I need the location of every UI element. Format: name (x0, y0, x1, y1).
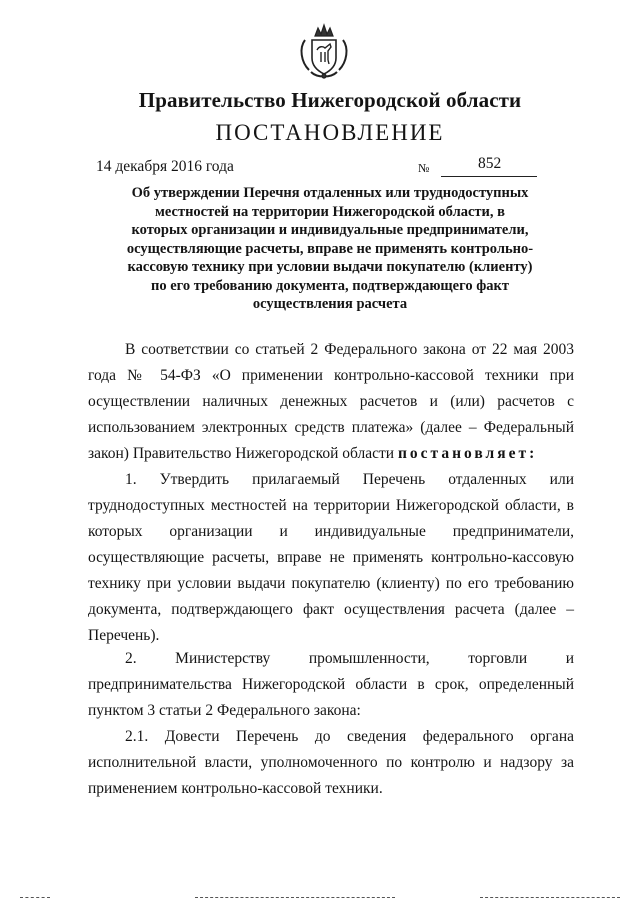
paragraph-line: пунктом 3 статьи 2 Федерального закона: (88, 702, 361, 719)
document-subject (100, 184, 560, 314)
coat-of-arms-icon (297, 22, 351, 80)
scan-mark (480, 897, 620, 899)
subject-line: по его требованию документа, подтверждающего факт (151, 277, 509, 294)
item-1-paragraph (88, 467, 574, 649)
document-date: 14 декабря 2016 года (96, 158, 234, 175)
paragraph-line: 2.1. Довести Перечень до сведения федерального органа (125, 728, 574, 745)
subject-line: осуществления расчета (252, 296, 408, 312)
paragraph-line: технику при условии выдачи покупателю (клиенту) по его требованию (88, 575, 574, 592)
item-2-paragraph (88, 646, 574, 724)
paragraph-line: года № 54-ФЗ «О применении контрольно-кассовой техники при (88, 367, 574, 384)
subject-line: кассовую технику при условии выдачи покупателю (клиенту) (127, 259, 533, 275)
paragraph-line: осуществлении наличных денежных расчетов и (или) расчетов с (88, 393, 574, 410)
subject-line: осуществляющие расчеты, вправе не применять контрольно- (126, 240, 534, 257)
item-2-1-paragraph (88, 724, 574, 802)
paragraph-line: Перечень). (88, 627, 160, 644)
document-number: 852 (478, 155, 502, 172)
number-sign: № (418, 161, 430, 175)
paragraph-line: использованием электронных средств платежа» (далее – Федеральный (88, 419, 574, 436)
paragraph-line: 1. Утвердить прилагаемый Перечень отдаленных или (125, 471, 574, 488)
preamble-paragraph (88, 337, 574, 467)
paragraph-line (88, 441, 574, 467)
paragraph-line: документа, подтверждающего факт осуществления расчета (далее – (88, 601, 574, 618)
paragraph-line: исполнительной власти, уполномоченного по контролю и надзору за (88, 754, 574, 771)
number-underline (441, 176, 537, 177)
scan-mark (195, 897, 395, 899)
scan-mark (20, 897, 50, 899)
subject-line: которых организации и индивидуальные предприниматели, (131, 222, 529, 238)
document-type: ПОСТАНОВЛЕНИЕ (215, 120, 445, 145)
paragraph-line: которых организации и индивидуальные предприниматели, (88, 523, 574, 540)
government-title: Правительство Нижегородской области (138, 88, 522, 112)
paragraph-line: применением контрольно-кассовой техники. (88, 780, 383, 797)
subject-line: местностей на территории Нижегородской области, в (155, 203, 505, 220)
paragraph-line: осуществляющие расчеты, вправе не применять контрольно-кассовую (88, 549, 574, 566)
paragraph-line: В соответствии со статьей 2 Федерального закона от 22 мая 2003 (125, 341, 574, 358)
paragraph-line: 2. Министерству промышленности, торговли и (125, 650, 574, 667)
preamble-last-text: закон) Правительство Нижегородской области (88, 445, 398, 462)
paragraph-line: труднодоступных местностей на территории Нижегородской области, в (88, 497, 574, 514)
decree-word: постановляет: (397, 445, 538, 462)
paragraph-line: предпринимательства Нижегородской области в срок, определенный (88, 676, 574, 693)
subject-line: Об утверждении Перечня отдаленных или труднодоступных (131, 185, 529, 201)
